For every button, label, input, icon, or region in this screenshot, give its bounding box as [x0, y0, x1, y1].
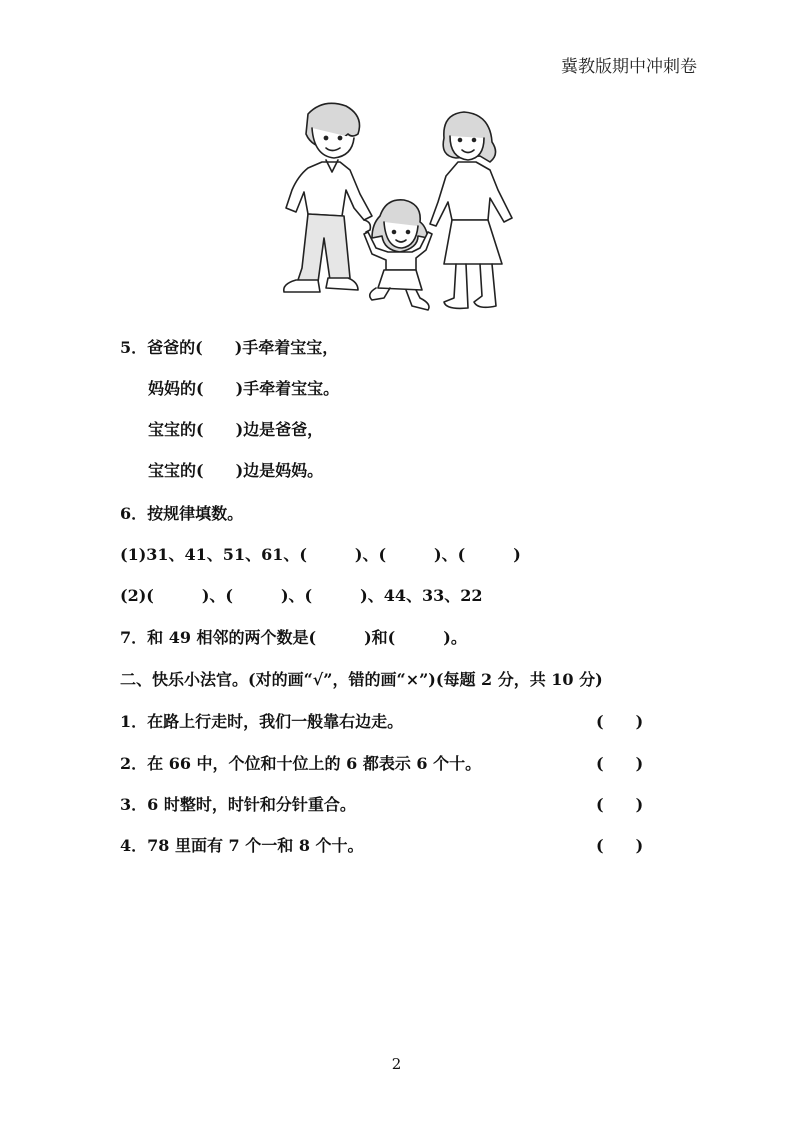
- judge-item-1: 1．在路上行走时，我们一般靠右边走。: [120, 712, 404, 731]
- q7-line: 7．和 49 相邻的两个数是( )和( )。: [120, 628, 467, 647]
- page-header-title: 冀教版期中冲刺卷: [561, 57, 697, 77]
- q5-line-2: 妈妈的( )手牵着宝宝。: [148, 379, 340, 398]
- q5-line-4: 宝宝的( )边是妈妈。: [148, 461, 324, 480]
- judge-answer-1[interactable]: ( ): [596, 712, 644, 731]
- q5-line-3: 宝宝的( )边是爸爸，: [148, 420, 324, 439]
- judge-answer-3[interactable]: ( ): [596, 795, 644, 814]
- page-number: 2: [391, 1055, 402, 1073]
- q5-line-1: 5．爸爸的( )手牵着宝宝，: [120, 338, 339, 357]
- child-figure: [364, 200, 432, 310]
- father-figure: [284, 103, 372, 292]
- section2-title: 二、快乐小法官。(对的画“√”，错的画“×”)(每题 2 分，共 10 分): [120, 670, 603, 689]
- judge-item-3: 3．6 时整时，时针和分针重合。: [120, 795, 356, 814]
- judge-item-2: 2．在 66 中，个位和十位上的 6 都表示 6 个十。: [120, 754, 482, 773]
- judge-item-4: 4．78 里面有 7 个一和 8 个十。: [120, 836, 364, 855]
- judge-answer-2[interactable]: ( ): [596, 754, 644, 773]
- q6-line-2: (2)( )、( )、( )、44、33、22: [120, 586, 483, 605]
- mother-figure: [430, 112, 512, 308]
- family-illustration: [268, 98, 530, 320]
- q6-line-1: (1)31、41、51、61、( )、( )、( ): [120, 545, 521, 564]
- q6-title: 6．按规律填数。: [120, 504, 244, 523]
- judge-answer-4[interactable]: ( ): [596, 836, 644, 855]
